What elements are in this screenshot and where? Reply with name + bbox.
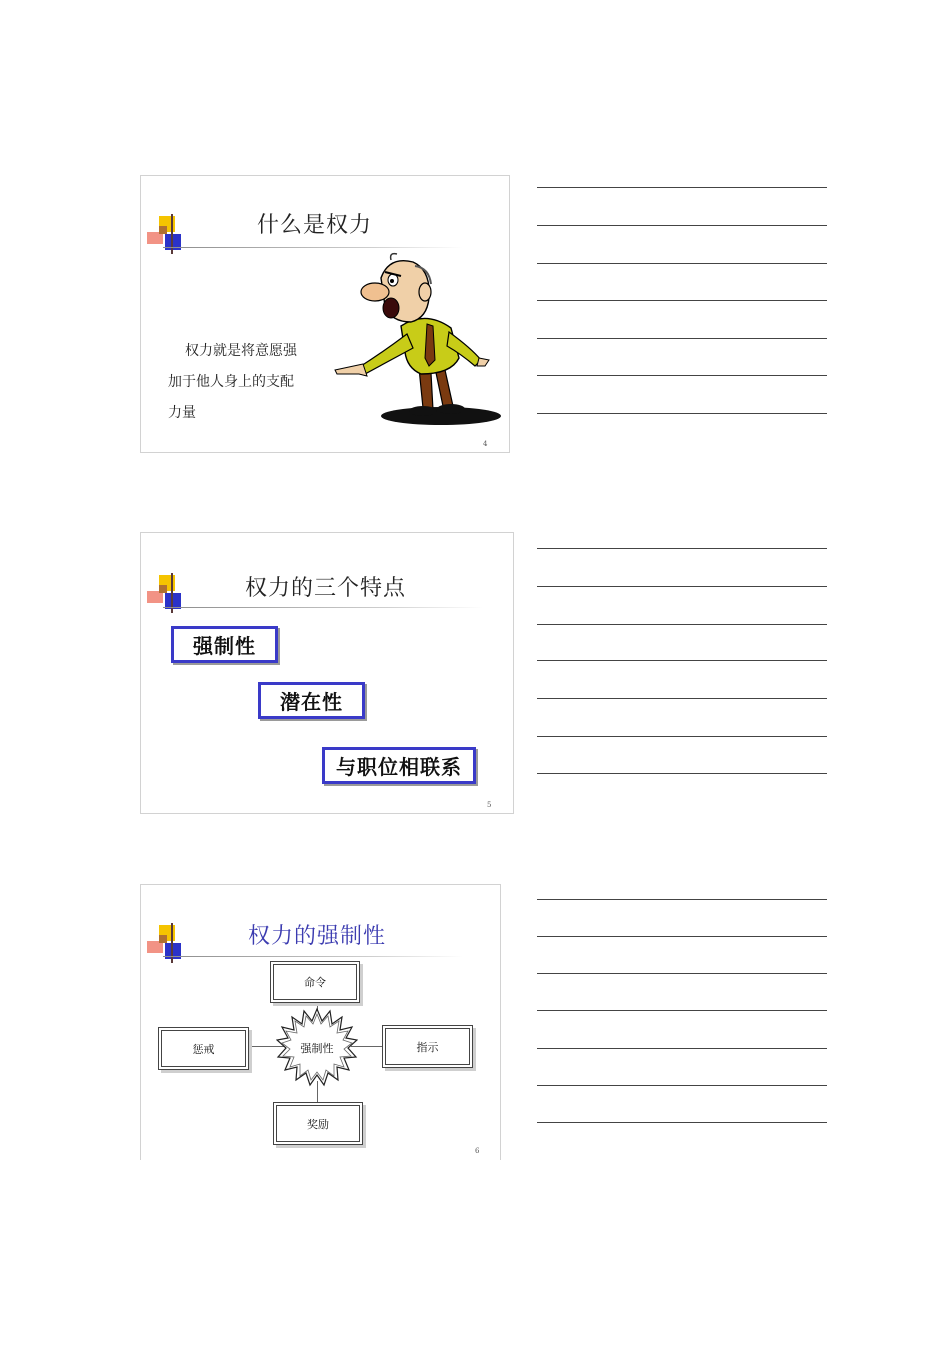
slide-title: 权力的强制性 bbox=[248, 924, 387, 949]
note-line bbox=[537, 187, 827, 188]
slide-title: 什么是权力 bbox=[257, 213, 373, 238]
angry-man-pointing-icon bbox=[331, 248, 509, 433]
note-line bbox=[537, 899, 827, 900]
note-line bbox=[537, 548, 827, 549]
note-line bbox=[537, 300, 827, 301]
note-line bbox=[537, 586, 827, 587]
title-underline bbox=[163, 607, 483, 608]
notes-lines bbox=[537, 548, 827, 778]
note-line bbox=[537, 1048, 827, 1049]
diagram-box-left bbox=[158, 1027, 249, 1070]
diagram-label: 指示 bbox=[416, 1040, 439, 1054]
diagram-label: 命令 bbox=[304, 976, 326, 989]
note-line bbox=[537, 1085, 827, 1086]
diagram-box-right bbox=[382, 1025, 473, 1068]
note-line bbox=[537, 660, 827, 661]
slide-bullet-deco-icon bbox=[145, 214, 189, 258]
note-line bbox=[537, 624, 827, 625]
slide-2 bbox=[140, 532, 514, 814]
note-line bbox=[537, 375, 827, 376]
feature-box-latent: 潜在性 bbox=[258, 682, 365, 719]
slide-bullet-deco-icon bbox=[145, 573, 189, 617]
page-number: 6 bbox=[475, 1147, 480, 1155]
diagram-box-top bbox=[270, 961, 360, 1003]
notes-lines bbox=[537, 187, 827, 417]
body-line: 力量 bbox=[168, 405, 196, 421]
diagram-center-label: 强制性 bbox=[300, 1042, 334, 1055]
slide-body-text bbox=[168, 336, 318, 429]
body-line: 权力就是将意愿强 bbox=[185, 343, 297, 359]
note-line bbox=[537, 338, 827, 339]
slide-bullet-deco-icon bbox=[145, 923, 189, 967]
note-line bbox=[537, 1010, 827, 1011]
diagram-box-bottom bbox=[273, 1102, 363, 1145]
diagram-label: 奖励 bbox=[307, 1117, 329, 1131]
notes-lines bbox=[537, 899, 827, 1129]
note-line bbox=[537, 773, 827, 774]
note-line bbox=[537, 225, 827, 226]
note-line bbox=[537, 263, 827, 264]
body-line: 加于他人身上的支配 bbox=[168, 374, 294, 390]
feature-box-coercive: 强制性 bbox=[171, 626, 278, 663]
note-line bbox=[537, 973, 827, 974]
note-line bbox=[537, 698, 827, 699]
title-underline bbox=[163, 956, 463, 957]
diagram-label: 惩戒 bbox=[192, 1042, 215, 1056]
page-number: 4 bbox=[483, 440, 488, 448]
slide-3 bbox=[140, 884, 501, 1160]
note-line bbox=[537, 413, 827, 414]
feature-box-position: 与职位相联系 bbox=[322, 747, 476, 784]
slide-title: 权力的三个特点 bbox=[245, 576, 407, 601]
note-line bbox=[537, 936, 827, 937]
slide-1 bbox=[140, 175, 510, 453]
note-line bbox=[537, 736, 827, 737]
note-line bbox=[537, 1122, 827, 1123]
page-number: 5 bbox=[487, 801, 492, 809]
